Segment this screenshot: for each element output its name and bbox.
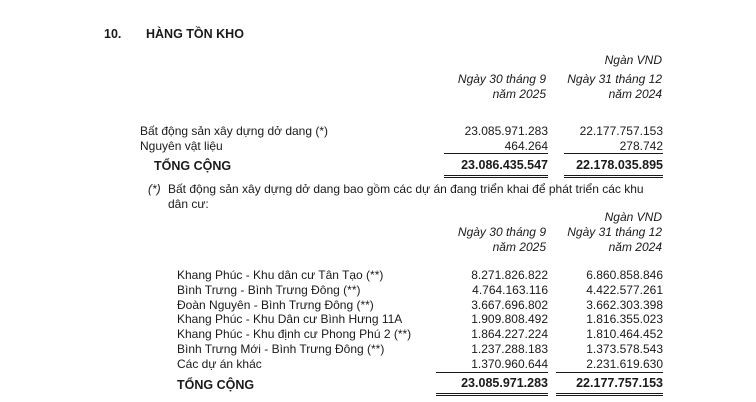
total-double-rule-top [556, 393, 663, 394]
table1-col1-header-line2: năm 2025 [492, 87, 546, 101]
row-value-2024: 278.742 [619, 139, 663, 153]
row-label: Bất động sản xây dựng dở dang (*) [140, 124, 329, 138]
row-value-2024: 1.373.578.543 [586, 342, 663, 356]
table1-col2-header-line1: Ngày 31 tháng 12 [567, 72, 662, 86]
subtotal-rule [436, 372, 548, 373]
total-value-2024: 22.178.035.895 [576, 158, 663, 172]
row-label: Khang Phúc - Khu dân cư Tân Tạo (**) [177, 268, 384, 282]
table2-col1-header-line2: năm 2025 [492, 240, 546, 254]
row-value-2025: 464.264 [504, 139, 548, 153]
row-value-2025: 8.271.826.822 [471, 268, 548, 282]
row-value-2025: 4.764.163.116 [472, 283, 548, 297]
note-text-line1: Bất động sản xây dựng dở dang bao gồm các dự án đang triển khai để phát triển các khu [168, 182, 644, 196]
total-double-rule-bottom [564, 177, 663, 178]
row-value-2024: 1.816.355.023 [586, 312, 663, 326]
row-value-2024: 4.422.577.261 [586, 283, 663, 297]
row-label: Bình Trưng Mới - Bình Trưng Đông (**) [177, 342, 385, 356]
row-value-2024: 1.810.464.452 [586, 327, 663, 341]
table1-col2-header-line2: năm 2024 [608, 87, 662, 101]
total-double-rule-bottom [436, 395, 548, 396]
total-double-rule-bottom [444, 177, 548, 178]
subtotal-rule [564, 153, 663, 154]
total-value-2025: 23.086.435.547 [461, 158, 548, 172]
row-value-2025: 1.370.960.644 [471, 357, 548, 371]
subtotal-rule [556, 372, 663, 373]
row-value-2024: 22.177.757.153 [579, 124, 663, 138]
table1-col1-header-line1: Ngày 30 tháng 9 [457, 72, 546, 86]
row-value-2025: 3.667.696.802 [471, 298, 548, 312]
total-double-rule-top [436, 393, 548, 394]
table2-col2-header-line2: năm 2024 [608, 240, 662, 254]
row-value-2025: 23.085.971.283 [464, 124, 548, 138]
row-value-2025: 1.237.288.183 [471, 342, 548, 356]
table2-col1-header-line1: Ngày 30 tháng 9 [457, 225, 546, 239]
table2-col2-header-line1: Ngày 31 tháng 12 [567, 225, 662, 239]
total-double-rule-bottom [556, 395, 663, 396]
total-double-rule-top [564, 175, 663, 176]
section-number: 10. [104, 27, 122, 41]
row-value-2024: 3.662.303.398 [586, 298, 663, 312]
table1-currency: Ngàn VND [604, 53, 662, 67]
subtotal-rule [444, 153, 548, 154]
row-label: Khang Phúc - Khu Dân cư Bình Hưng 11A [177, 312, 403, 326]
total-label: TỔNG CỘNG [154, 159, 232, 173]
row-value-2024: 6.860.858.846 [586, 268, 663, 282]
row-label: Đoàn Nguyên - Bình Trưng Đông (**) [177, 298, 374, 312]
section-title: HÀNG TỒN KHO [146, 27, 244, 41]
row-label: Nguyên vật liệu [140, 139, 223, 153]
row-value-2025: 1.864.227.224 [471, 327, 548, 341]
total-double-rule-top [444, 175, 548, 176]
note-text-line2: dân cư: [168, 197, 209, 211]
total-value-2024: 22.177.757.153 [576, 376, 663, 390]
total-value-2025: 23.085.971.283 [461, 376, 548, 390]
table2-currency: Ngàn VND [604, 210, 662, 224]
row-value-2025: 1.909.808.492 [471, 312, 548, 326]
note-marker: (*) [148, 182, 161, 196]
row-label: Khang Phúc - Khu định cư Phong Phú 2 (**) [177, 327, 412, 341]
total-label: TỔNG CỘNG [177, 378, 255, 392]
row-value-2024: 2.231.619.630 [586, 357, 663, 371]
row-label: Bình Trưng - Bình Trưng Đông (**) [177, 283, 361, 297]
row-label: Các dự án khác [177, 357, 262, 371]
